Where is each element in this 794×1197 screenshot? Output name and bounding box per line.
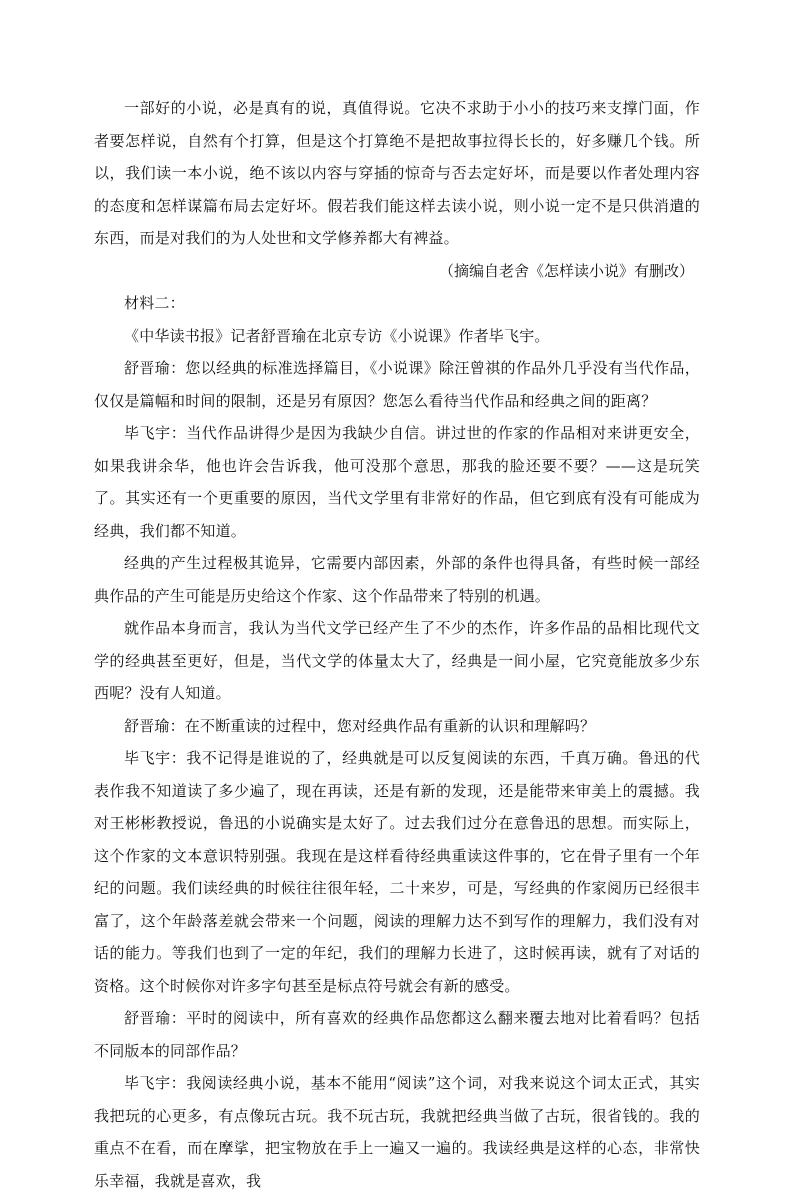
question-three: 舒晋瑜：平时的阅读中，所有喜欢的经典作品您都这么翻来覆去地对比着看吗？包括不同版本的同部作品？ bbox=[94, 1009, 700, 1060]
answer-one-part-one: 毕飞宇：当代作品讲得少是因为我缺少自信。讲过世的作家的作品相对来讲更安全，如果我讲余华，他也许会告诉我，他可没那个意思，那我的脸还要不要？——这是玩笑了。其实还有一个更重要的原因，当代文学里有非常好的作品，但它到底有没有可能成为经典，我们都不知道。 bbox=[94, 424, 700, 540]
paragraph-material-one-conclusion: 一部好的小说，必是真有的说，真值得说。它决不求助于小小的技巧来支撑门面，作者要怎样说，自然有个打算，但是这个打算绝不是把故事拉得长长的，好多赚几个钱。所以，我们读一本小说，绝不该以内容与穿插的惊奇与否去定好坏，而是要以作者处理内容的态度和怎样谋篇布局去定好坏。假若我们能这样去读小说，则小说一定不是只供消遣的东西，而是对我们的为人处世和文学修养都大有裨益。 bbox=[94, 99, 700, 247]
document-body bbox=[94, 92, 700, 1197]
answer-two: 毕飞宇：我不记得是谁说的了，经典就是可以反复阅读的东西，千真万确。鲁迅的代表作我不知道读了多少遍了，现在再读，还是有新的发现，还是能带来审美上的震撼。我对王彬彬教授说，鲁迅的小说确实是太好了。过去我们过分在意鲁迅的思想。而实际上，这个作家的文本意识特别强。我现在是这样看待经典重读这件事的，它在骨子里有一个年纪的问题。我们读经典的时候往往很年轻，二十来岁，可是，写经典的作家阅历已经很丰富了，这个年龄落差就会带来一个问题，阅读的理解力达不到写作的理解力，我们没有对话的能力。等我们也到了一定的年纪，我们的理解力长进了，这时候再读，就有了对话的资格。这个时候你对许多字句甚至是标点符号就会有新的感受。 bbox=[94, 749, 700, 995]
material-two-heading: 材料二： bbox=[124, 294, 185, 312]
question-one: 舒晋瑜：您以经典的标准选择篇目，《小说课》除汪曾祺的作品外几乎没有当代作品，仅仅是篇幅和时间的限制，还是另有原因？您怎么看待当代作品和经典之间的距离？ bbox=[94, 359, 700, 410]
question-two: 舒晋瑜：在不断重读的过程中，您对经典作品有重新的认识和理解吗？ bbox=[124, 716, 596, 735]
answer-one-part-three: 就作品本身而言，我认为当代文学已经产生了不少的杰作，许多作品的品相比现代文学的经典甚至更好，但是，当代文学的体量太大了，经典是一间小屋，它究竟能放多少东西呢？没有人知道。 bbox=[94, 619, 700, 702]
answer-one-part-two: 经典的产生过程极其诡异，它需要内部因素，外部的条件也得具备，有些时候一部经典作品的产生可能是历史给这个作家、这个作品带来了特别的机遇。 bbox=[94, 554, 700, 605]
source-citation: （摘编自老舍《怎样读小说》有删改） bbox=[438, 261, 694, 280]
interview-intro: 《中华读书报》记者舒晋瑜在北京专访《小说课》作者毕飞宇。 bbox=[124, 326, 550, 345]
answer-three: 毕飞宇：我阅读经典小说，基本不能用“阅读”这个词，对我来说这个词太正式，其实我把玩的心更多，有点像玩古玩。我不玩古玩，我就把经典当做了古玩，很省钱的。我的重点不在看，而在摩挲，把宝物放在手上一遍又一遍的。我读经典是这样的心态，非常快乐幸福，我就是喜欢，我 bbox=[94, 1074, 700, 1190]
